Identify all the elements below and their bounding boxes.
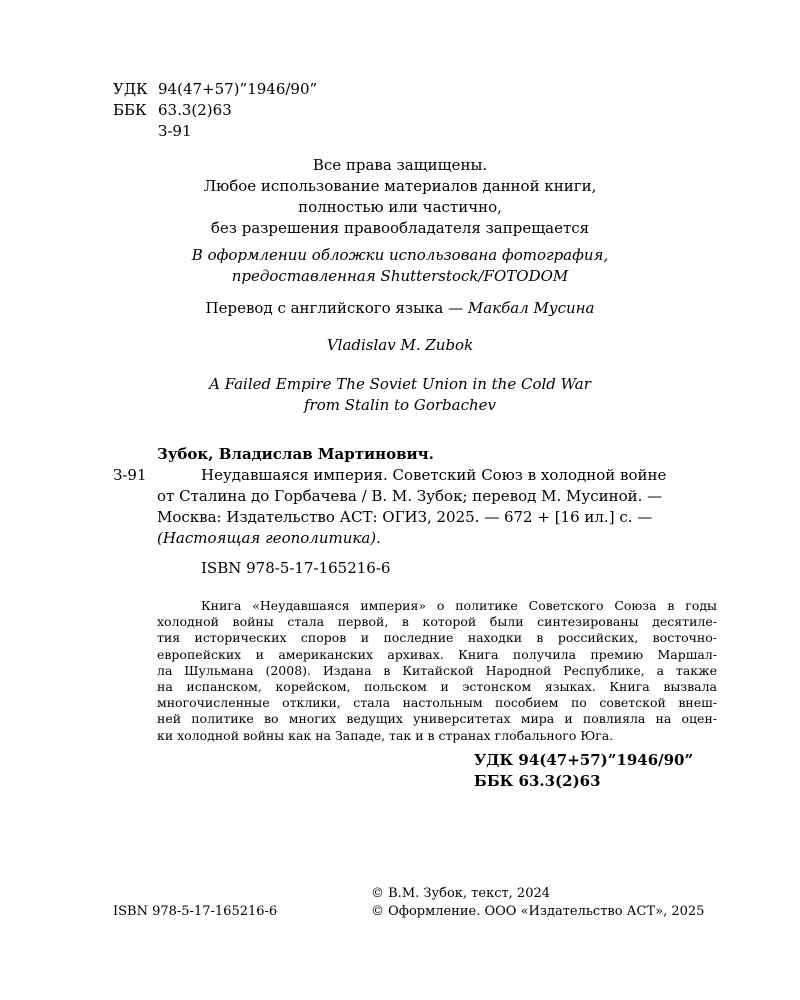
- cover-note-line: В оформлении обложки использована фотография,: [191, 246, 609, 264]
- isbn-bottom: ISBN 978-5-17-165216-6: [113, 904, 278, 919]
- classification-codes-bottom: [474, 750, 693, 792]
- udk-bottom: УДК 94(47+57)”1946/90”: [474, 751, 694, 769]
- catalog-code: З-91: [113, 466, 147, 484]
- cover-photo-note: [0, 245, 800, 287]
- translator-name: Макбал Мусина: [467, 299, 595, 317]
- classification-codes-top: [113, 79, 317, 142]
- annotation-line: холодной войны стала первой, в которой были синтезированы десятиле-: [157, 614, 717, 630]
- copyright-block: [371, 885, 704, 921]
- original-title: [0, 374, 800, 416]
- original-author: Vladislav M. Zubok: [326, 336, 474, 354]
- bbk-line: [113, 100, 317, 121]
- annotation-line: ней политике во многих ведущих университетах мира и повлияла на оцен-: [157, 711, 717, 727]
- catalog-line: от Сталина до Горбачева / В. М. Зубок; перевод М. Мусиной. —: [157, 487, 663, 505]
- author-code: З-91: [158, 122, 192, 140]
- annotation-line: многочисленные отклики, стала настольным пособием по советской внеш-: [157, 695, 717, 711]
- original-title-line: A Failed Empire The Soviet Union in the Cold War: [209, 375, 591, 393]
- annotation-line: на испанском, корейском, польском и эстонском языках. Книга вызвала: [157, 679, 717, 695]
- copyright-line: © В.М. Зубок, текст, 2024: [371, 886, 551, 901]
- annotation: [157, 598, 717, 744]
- rights-line: без разрешения правообладателя запрещается: [210, 219, 590, 237]
- series-name: (Настоящая геополитика): [157, 529, 377, 547]
- udk-value: 94(47+57)”1946/90”: [158, 80, 318, 98]
- annotation-line: европейских и американских архивах. Книга получила премию Маршал-: [157, 646, 717, 662]
- cover-note-line: предоставленная Shutterstock/FOTODOM: [231, 267, 569, 285]
- translation-prefix: Перевод с английского языка —: [205, 299, 468, 317]
- catalog-line: Неудавшаяся империя. Советский Союз в холодной войне: [201, 466, 667, 484]
- rights-notice: [0, 155, 800, 239]
- translation-credit: [0, 298, 800, 319]
- catalog-line: Москва: Издательство АСТ: ОГИЗ, 2025. — 672 + [16 ил.] с. —: [157, 508, 653, 526]
- rights-line: Все права защищены.: [312, 156, 488, 174]
- annotation-line: Книга «Неудавшаяся империя» о политике Советского Союза в годы: [201, 598, 717, 613]
- catalog-description: [157, 465, 717, 549]
- rights-line: полностью или частично,: [298, 198, 502, 216]
- annotation-line: ки холодной войны как на Западе, так и в странах глобального Юга.: [157, 727, 614, 743]
- udk-line: [113, 79, 317, 100]
- annotation-line: тия исторических споров и последние находки в российских, восточно-: [157, 630, 717, 646]
- isbn: ISBN 978-5-17-165216-6: [201, 559, 391, 577]
- copyright-line: © Оформление. ООО «Издательство АСТ», 2025: [371, 904, 705, 919]
- annotation-line: ла Шульмана (2008). Издана в Китайской Народной Республике, а также: [157, 662, 717, 678]
- catalog-author: Зубок, Владислав Мартинович.: [157, 445, 434, 463]
- udk-label: УДК: [113, 80, 148, 98]
- rights-line: Любое использование материалов данной книги,: [203, 177, 597, 195]
- bbk-value: 63.3(2)63: [158, 101, 232, 119]
- original-title-line: from Stalin to Gorbachev: [304, 396, 496, 414]
- bbk-label: ББК: [113, 101, 147, 119]
- bbk-bottom: ББК 63.3(2)63: [474, 772, 601, 790]
- catalog-series-line: (Настоящая геополитика).: [157, 529, 381, 547]
